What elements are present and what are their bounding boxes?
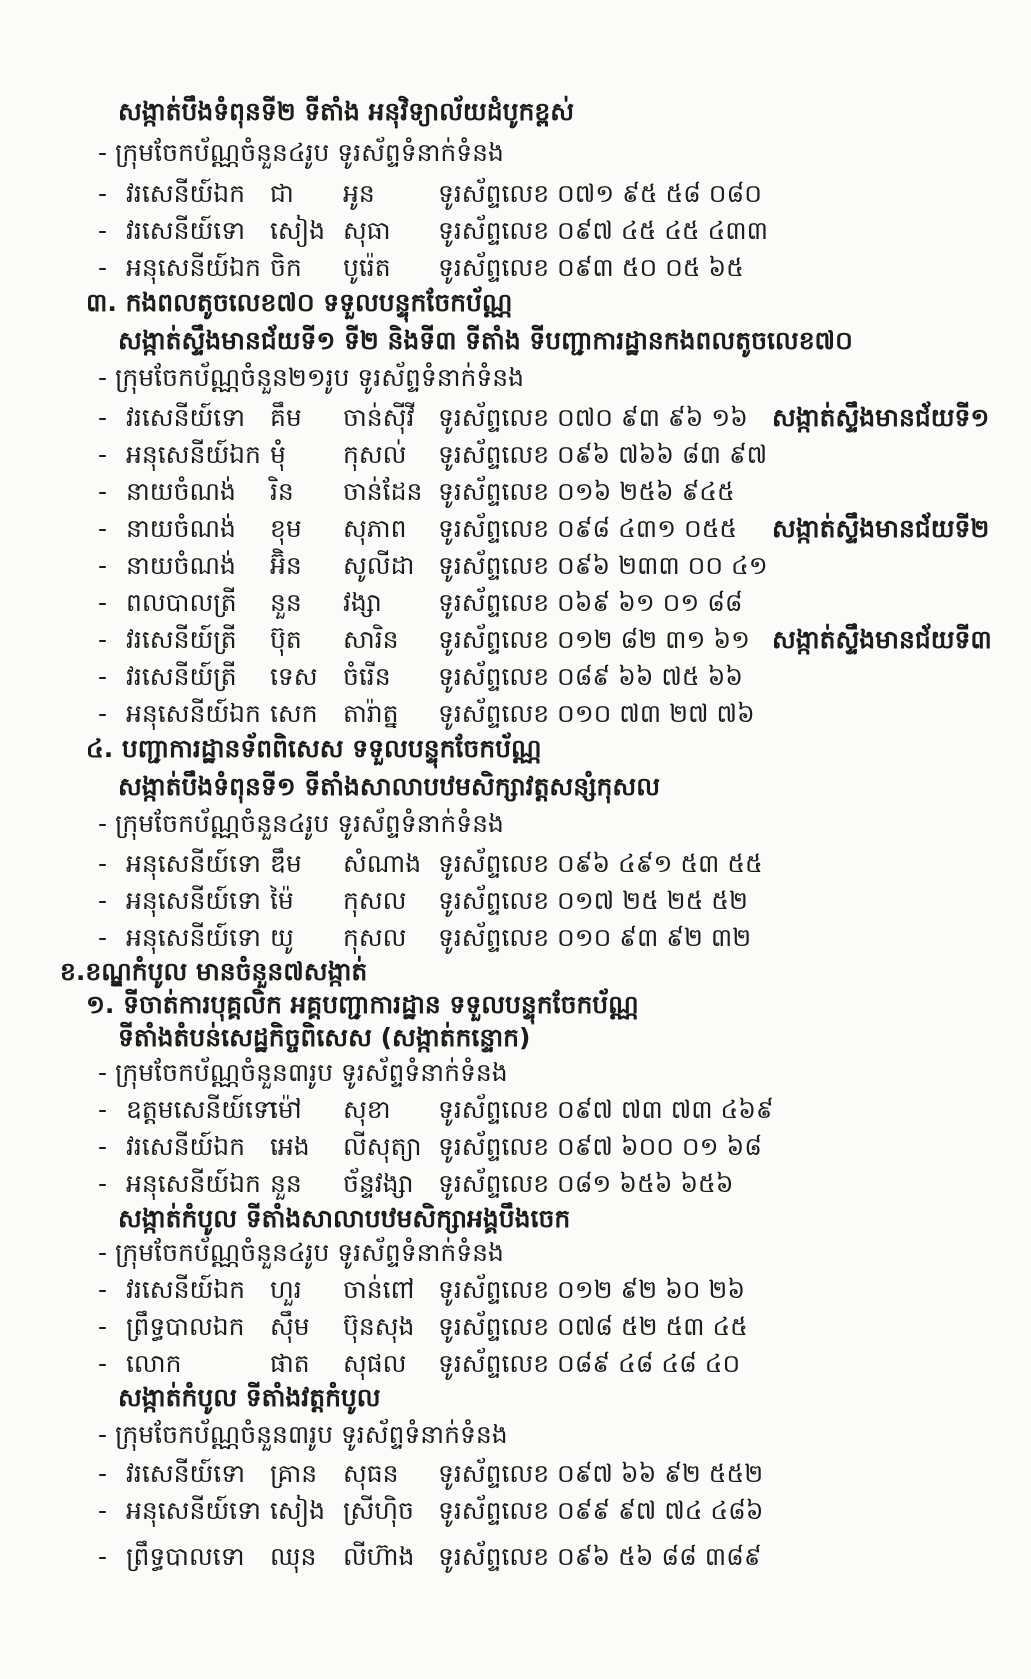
- phone-number: ទូរស័ព្ទលេខ ០៧០ ៩៣ ៩៦ ១៦: [438, 403, 748, 432]
- list-dash: -: [98, 588, 108, 617]
- rank-label: វរសេនីយ៍ត្រី: [126, 662, 237, 691]
- last-name: សុភាព: [343, 514, 407, 543]
- rank-label: អនុសេនីយ៍ទោ: [126, 1496, 261, 1525]
- first-name: រិន: [270, 477, 294, 506]
- rank-label: លោក: [126, 1349, 182, 1378]
- phone-number: ទូរស័ព្ទលេខ ០៩៨ ៤៣១ ០៥៥: [438, 514, 738, 543]
- person-row: [0, 659, 1031, 695]
- list-dash: -: [98, 514, 108, 543]
- last-name: សុធា: [343, 216, 391, 245]
- last-name: ច័ន្ទវង្សា: [343, 1169, 414, 1198]
- phone-number: ទូរស័ព្ទលេខ ០៨៩ ៦៦ ៧៥ ៦៦: [438, 662, 743, 691]
- first-name: នួន: [270, 1169, 302, 1198]
- heading-line: សង្កាត់កំបូល ទីតាំងសាលាបឋមសិក្សាអង្គបឹងចេក: [118, 1204, 571, 1233]
- phone-number: ទូរស័ព្ទលេខ ០៧៨ ៥២ ៥៣ ៤៥: [438, 1312, 748, 1341]
- first-name: ឌឹម: [270, 849, 302, 878]
- last-name: បូរ៉េត: [343, 253, 391, 282]
- rank-label: វរសេនីយ៍ទោ: [126, 216, 246, 245]
- rank-label: អនុសេនីយ៍ទោ: [126, 849, 261, 878]
- last-name: កុសល: [343, 886, 407, 915]
- commune-note: សង្កាត់ស្ទឹងមានជ័យទី៣: [772, 625, 992, 654]
- person-row: [0, 511, 1031, 547]
- person-row: [0, 1456, 1031, 1492]
- last-name: ស្រីហ៊ិច: [343, 1496, 414, 1525]
- rank-label: អនុសេនីយ៍ទោ: [126, 886, 261, 915]
- list-dash: -: [98, 1312, 108, 1341]
- last-name: ចាន់ស៊ីវី: [343, 403, 415, 432]
- rank-label: ឧត្តមសេនីយ៍ទោ: [126, 1095, 277, 1124]
- person-row: [0, 883, 1031, 919]
- rank-label: អនុសេនីយ៍ទោ: [126, 923, 261, 952]
- list-dash: -: [98, 1275, 108, 1304]
- phone-number: ទូរស័ព្ទលេខ ០៩៩ ៩៧ ៧៤ ៤៨៦: [438, 1496, 764, 1525]
- phone-number: ទូរស័ព្ទលេខ ០១០ ៩៣ ៩២ ៣២: [438, 923, 752, 952]
- section-line: ៤. បញ្ជាការដ្ឋានទ័ពពិសេស ទទួលបន្ទុកចែកប័ណ្ណ: [86, 734, 542, 763]
- phone-number: ទូរស័ព្ទលេខ ០៩៦ ២៣៣ ០០ ៤១: [438, 551, 768, 580]
- list-dash: -: [98, 849, 108, 878]
- note-line: - ក្រុមចែកប័ណ្ណចំនួន៤រូប ទូរស័ព្ទទំនាក់ទំនង: [98, 138, 504, 167]
- list-dash: -: [98, 1349, 108, 1378]
- first-name: ម៉ៅ: [270, 1095, 302, 1124]
- heading-line: សង្កាត់កំបូល ទីតាំងវត្តកំបូល: [118, 1383, 381, 1412]
- person-row: [0, 176, 1031, 212]
- phone-number: ទូរស័ព្ទលេខ ០៩៧ ៦៦ ៩២ ៥៥២: [438, 1459, 764, 1488]
- last-name: វង្សា: [343, 588, 382, 617]
- phone-number: ទូរស័ព្ទលេខ ០៩៣ ៥០ ០៥ ៦៥: [438, 253, 744, 282]
- first-name: មុំ: [270, 440, 286, 469]
- phone-number: ទូរស័ព្ទលេខ ០៩៧ ៧៣ ៧៣ ៤៦៩: [438, 1095, 774, 1124]
- person-row: [0, 1539, 1031, 1575]
- person-row: [0, 920, 1031, 956]
- phone-number: ទូរស័ព្ទលេខ ០១២ ៩២ ៦០ ២៦: [438, 1275, 746, 1304]
- note-line: - ក្រុមចែកប័ណ្ណចំនួន៤រូប ទូរស័ព្ទទំនាក់ទំនង: [98, 809, 504, 838]
- last-name: កុសល់: [343, 440, 407, 469]
- rank-label: ព្រឹទ្ធបាលឯក: [126, 1312, 245, 1341]
- list-dash: -: [98, 1095, 108, 1124]
- rank-label: វរសេនីយ៍ត្រី: [126, 625, 237, 654]
- phone-number: ទូរស័ព្ទលេខ ០៩៦ ៥៦ ៨៨ ៣៨៩: [438, 1542, 762, 1571]
- last-name: ចាន់ពៅ: [343, 1275, 415, 1304]
- list-dash: -: [98, 625, 108, 654]
- rank-label: អនុសេនីយ៍ឯក: [126, 699, 261, 728]
- person-row: [0, 622, 1031, 658]
- person-row: [0, 213, 1031, 249]
- first-name: អ៊ិន: [270, 551, 302, 580]
- list-dash: -: [98, 662, 108, 691]
- person-row: [0, 1309, 1031, 1345]
- last-name: សូលីដា: [343, 551, 415, 580]
- rank-label: នាយចំណង់: [126, 477, 236, 506]
- rank-label: ព្រឹទ្ធបាលទោ: [126, 1542, 245, 1571]
- person-row: [0, 474, 1031, 510]
- list-dash: -: [98, 551, 108, 580]
- person-row: [0, 437, 1031, 473]
- list-dash: -: [98, 440, 108, 469]
- phone-number: ទូរស័ព្ទលេខ ០៨៩ ៤៨ ៤៨ ៤០: [438, 1349, 741, 1378]
- part-line: ខ.ខណ្ឌកំបូល មានចំនួន៧សង្កាត់: [60, 957, 368, 986]
- phone-number: ទូរស័ព្ទលេខ ០៩៧ ៤៥ ៤៥ ៤៣៣: [438, 216, 769, 245]
- phone-number: ទូរស័ព្ទលេខ ០១២ ៨២ ៣១ ៦១: [438, 625, 750, 654]
- last-name: សុធន: [343, 1459, 399, 1488]
- person-row: [0, 1129, 1031, 1165]
- first-name: ចិក: [270, 253, 302, 282]
- rank-label: ពលបាលត្រី: [126, 588, 237, 617]
- first-name: ហួរ: [270, 1275, 302, 1304]
- phone-number: ទូរស័ព្ទលេខ ០៩៦ ៧៦៦ ៨៣ ៩៧: [438, 440, 768, 469]
- person-row: [0, 696, 1031, 732]
- last-name: សំណាង: [343, 849, 422, 878]
- section-line: ១. ទីចាត់ការបុគ្គលិក អគ្គបញ្ជាការដ្ឋាន ទទួលបន្ទុកចែកប័ណ្ណ: [86, 990, 639, 1019]
- person-row: [0, 1346, 1031, 1382]
- phone-number: ទូរស័ព្ទលេខ ០៦៩ ៦១ ០១ ៨៨: [438, 588, 743, 617]
- note-line: - ក្រុមចែកប័ណ្ណចំនួន៤រូប ទូរស័ព្ទទំនាក់ទំនង: [98, 1238, 504, 1267]
- last-name: សារិន: [343, 625, 399, 654]
- list-dash: -: [98, 216, 108, 245]
- person-row: [0, 400, 1031, 436]
- rank-label: វរសេនីយ៍ឯក: [126, 1275, 246, 1304]
- heading-line: សង្កាត់បឹងទំពុនទី១ ទីតាំងសាលាបឋមសិក្សាវត្តសន្សំកុសល: [118, 772, 661, 801]
- rank-label: អនុសេនីយ៍ឯក: [126, 253, 261, 282]
- phone-number: ទូរស័ព្ទលេខ ០៨១ ៦៥៦ ៦៥៦: [438, 1169, 734, 1198]
- note-line: - ក្រុមចែកប័ណ្ណចំនួន៣រូប ទូរស័ព្ទទំនាក់ទំនង: [98, 1420, 508, 1449]
- last-name: លីហ៊ាង: [343, 1542, 415, 1571]
- person-row: [0, 1166, 1031, 1202]
- last-name: ចាន់ដែន: [343, 477, 423, 506]
- list-dash: -: [98, 179, 108, 208]
- first-name: យូ: [270, 923, 294, 952]
- list-dash: -: [98, 253, 108, 282]
- phone-number: ទូរស័ព្ទលេខ ០១៦ ២៥៦ ៩៤៥: [438, 477, 735, 506]
- last-name: សុខា: [343, 1095, 391, 1124]
- last-name: លីសុត្យា: [343, 1132, 422, 1161]
- note-line: - ក្រុមចែកប័ណ្ណចំនួន២១រូប ទូរស័ព្ទទំនាក់ទំនង: [98, 363, 525, 392]
- rank-label: នាយចំណង់: [126, 551, 236, 580]
- person-row: [0, 1493, 1031, 1529]
- first-name: ផាត: [270, 1349, 310, 1378]
- first-name: សេក: [270, 699, 318, 728]
- person-row: [0, 846, 1031, 882]
- first-name: ម៉ៃ: [270, 886, 294, 915]
- list-dash: -: [98, 403, 108, 432]
- person-row: [0, 250, 1031, 286]
- last-name: ចំរើន: [343, 662, 391, 691]
- last-name: តារ៉ាត្ន: [343, 699, 399, 728]
- rank-label: វរសេនីយ៍ទោ: [126, 1459, 246, 1488]
- person-row: [0, 1092, 1031, 1128]
- rank-label: វរសេនីយ៍ឯក: [126, 1132, 246, 1161]
- rank-label: នាយចំណង់: [126, 514, 236, 543]
- last-name: ប៊ុនសុង: [343, 1312, 415, 1341]
- phone-number: ទូរស័ព្ទលេខ ០៧១ ៩៥ ៥៨ ០៨០: [438, 179, 762, 208]
- first-name: ស៊ឹម: [270, 1312, 310, 1341]
- first-name: ប៊ុត: [270, 625, 302, 654]
- heading-line: សង្កាត់ស្ទឹងមានជ័យទី១ ទី២ និងទី៣ ទីតាំង ទីបញ្ជាការដ្ឋានកងពលតូចលេខ៧០: [118, 326, 853, 355]
- first-name: សៀង: [270, 216, 326, 245]
- first-name: ជា: [270, 179, 294, 208]
- commune-note: សង្កាត់ស្ទឹងមានជ័យទី១: [772, 403, 990, 432]
- heading-line: ទីតាំងតំបន់សេដ្ឋកិច្ចពិសេស (សង្កាត់កន្ទោក): [118, 1023, 531, 1052]
- last-name: កុសល: [343, 923, 407, 952]
- first-name: សៀង: [270, 1496, 326, 1525]
- section-line: ៣. កងពលតូចលេខ៧០ ទទួលបន្ទុកចែកប័ណ្ណ: [86, 288, 513, 317]
- heading-line: សង្កាត់បឹងទំពុនទី២ ទីតាំង អនុវិទ្យាល័យដំបូកខ្ពស់: [118, 97, 575, 126]
- commune-note: សង្កាត់ស្ទឹងមានជ័យទី២: [772, 514, 990, 543]
- list-dash: -: [98, 923, 108, 952]
- phone-number: ទូរស័ព្ទលេខ ០១៧ ២៥ ២៥ ៥២: [438, 886, 748, 915]
- last-name: អូន: [343, 179, 375, 208]
- person-row: [0, 1272, 1031, 1308]
- phone-number: ទូរស័ព្ទលេខ ០៩៧ ៦០០ ០១ ៦៨: [438, 1132, 762, 1161]
- first-name: គ្រាន: [270, 1459, 318, 1488]
- rank-label: អនុសេនីយ៍ឯក: [126, 440, 261, 469]
- first-name: ខុម: [270, 514, 302, 543]
- first-name: នួន: [270, 588, 302, 617]
- rank-label: វរសេនីយ៍ឯក: [126, 179, 246, 208]
- last-name: សុផល: [343, 1349, 407, 1378]
- person-row: [0, 548, 1031, 584]
- first-name: អេង: [270, 1132, 310, 1161]
- person-row: [0, 585, 1031, 621]
- note-line: - ក្រុមចែកប័ណ្ណចំនួន៣រូប ទូរស័ព្ទទំនាក់ទំនង: [98, 1058, 508, 1087]
- list-dash: -: [98, 1542, 108, 1571]
- first-name: គឹម: [270, 403, 302, 432]
- list-dash: -: [98, 886, 108, 915]
- list-dash: -: [98, 1459, 108, 1488]
- first-name: ឈុន: [270, 1542, 317, 1571]
- first-name: ទេស: [270, 662, 318, 691]
- list-dash: -: [98, 1496, 108, 1525]
- phone-number: ទូរស័ព្ទលេខ ០១០ ៧៣ ២៧ ៧៦: [438, 699, 755, 728]
- list-dash: -: [98, 1169, 108, 1198]
- list-dash: -: [98, 1132, 108, 1161]
- rank-label: វរសេនីយ៍ទោ: [126, 403, 246, 432]
- list-dash: -: [98, 477, 108, 506]
- list-dash: -: [98, 699, 108, 728]
- phone-number: ទូរស័ព្ទលេខ ០៩៦ ៤៩១ ៥៣ ៥៥: [438, 849, 763, 878]
- rank-label: អនុសេនីយ៍ឯក: [126, 1169, 261, 1198]
